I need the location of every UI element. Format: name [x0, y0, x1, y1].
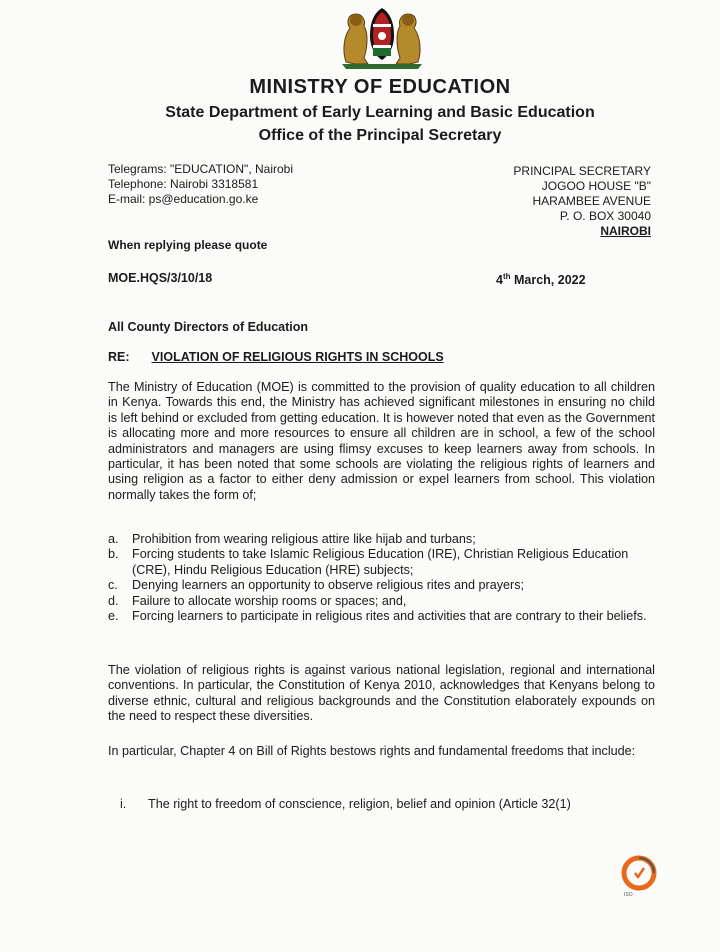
address-city: NAIROBI [600, 224, 651, 238]
office-title: Office of the Principal Secretary [258, 127, 502, 144]
list-item [108, 797, 668, 812]
iso-logo-text: ISO [624, 892, 633, 898]
kenya-coat-of-arms-icon [332, 2, 432, 70]
telegrams-line: Telegrams: "EDUCATION", Nairobi [108, 162, 294, 176]
list-marker: a. [108, 532, 119, 546]
body-paragraph: The Ministry of Education (MOE) is committed to the provision of quality education to all children in Kenya. Towards this end, the Ministry has achieved significant milestones in ensuring no child is left behind or excluded from getting education. It is however noted that even as the Government is allocating more and more resources to ensure all children are in school, a few of the school administrators and managers are using flimsy excuses to keep learners away from schools. In particular, it has been noted that some schools are violating the religious rights of learners and using religion as a factor to either deny admission or expel learners from school. This violation normally takes the form of; [108, 380, 655, 502]
list-text: Prohibition from wearing religious attire like hijab and turbans; [132, 532, 476, 546]
postal-address [513, 164, 651, 239]
rights-list [108, 797, 668, 812]
list-text: Failure to allocate worship rooms or spaces; and, [132, 593, 407, 608]
list-item [108, 547, 655, 578]
list-marker: e. [108, 609, 119, 624]
date-suffix: th [502, 272, 511, 281]
body-paragraph: In particular, Chapter 4 on Bill of Rights bestows rights and fundamental freedoms that include: [108, 744, 636, 758]
body-paragraph: The violation of religious rights is against various national legislation, regional and international conventions. In particular, the Constitution of Kenya 2010, acknowledges that Kenyans belong to diverse ethnic, cultural and religious backgrounds and the Constitution elaborately expounds on the need to respect these diversities. [108, 663, 655, 724]
subject-text: VIOLATION OF RELIGIOUS RIGHTS IN SCHOOLS [151, 350, 444, 364]
department-title: State Department of Early Learning and Basic Education [165, 104, 595, 121]
email-line: E-mail: ps@education.go.ke [108, 192, 259, 206]
address-line: PRINCIPAL SECRETARY [513, 164, 651, 178]
address-line: HARAMBEE AVENUE [532, 194, 651, 208]
telephone-line: Telephone: Nairobi 3318581 [108, 177, 259, 191]
address-line: P. O. BOX 30040 [559, 209, 651, 223]
list-text: The right to freedom of conscience, religion, belief and opinion (Article 32(1) [148, 797, 571, 811]
date-day: 4 [496, 273, 503, 288]
subject-prefix: RE: [108, 350, 130, 364]
addressee: All County Directors of Education [108, 320, 309, 334]
subject-line [108, 350, 444, 364]
list-text: Denying learners an opportunity to observe religious rites and prayers; [132, 578, 525, 593]
list-marker: i. [120, 797, 127, 811]
violations-list [108, 532, 655, 624]
address-line: JOGOO HOUSE "B" [541, 179, 651, 193]
list-item [108, 594, 655, 609]
date-month-year: March, 2022 [510, 273, 586, 288]
reference-number: MOE.HQS/3/10/18 [108, 271, 213, 285]
list-text: Forcing students to take Islamic Religious Education (IRE), Christian Religious Education (CRE), Hindu Religious Education (HRE) subjects; [132, 547, 629, 577]
list-item [108, 578, 655, 593]
list-marker: c. [108, 578, 118, 593]
letter-date [496, 272, 586, 287]
ministry-title: MINISTRY OF EDUCATION [249, 76, 511, 98]
list-text: Forcing learners to participate in religious rites and activities that are contrary to their beliefs. [132, 609, 647, 624]
list-marker: d. [108, 593, 119, 608]
list-marker: b. [108, 547, 119, 562]
contact-block [108, 162, 293, 207]
reply-quote-note: When replying please quote [108, 238, 268, 252]
list-item [108, 532, 655, 547]
list-item [108, 609, 655, 624]
